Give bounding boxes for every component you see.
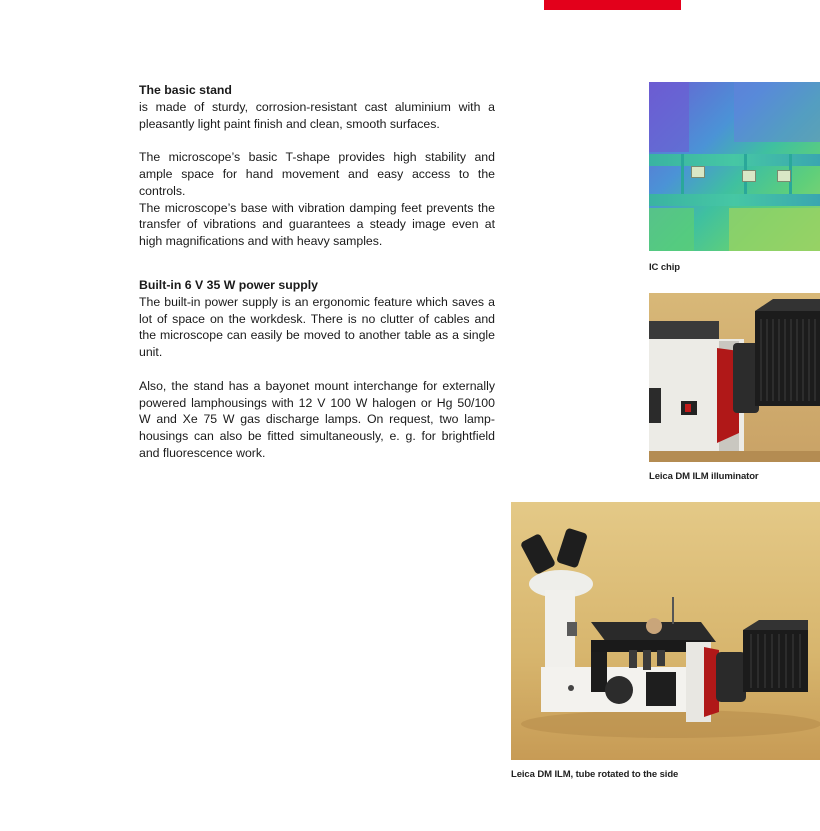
paragraph: is made of sturdy, corrosion-resistant cast aluminium with a pleasantly light paint finish and clean, smooth surfaces.	[139, 99, 495, 131]
ic-chip-photo	[649, 82, 820, 251]
header-accent-bar	[544, 0, 681, 10]
paragraph: The microscope’s basic T-shape provides high stability and ample space for hand movement and easy access to the controls.	[139, 150, 495, 198]
figure-caption: Leica DM ILM illuminator	[649, 471, 759, 482]
paragraph: The microscope’s base with vibration damping feet prevents the transfer of vibrations and guarantees a steady image even at high magnifications and with heavy samples.	[139, 200, 495, 249]
illuminator-photo	[649, 293, 820, 462]
microscope-photo	[511, 502, 820, 760]
figure-caption: IC chip	[649, 262, 680, 273]
paragraph: Also, the stand has a bayonet mount interchange for externally powered lamphousings with 12 V 100 W halogen or Hg 50/100 W and Xe 75 W gas discharge lamps. On request, two lamp-housings can also be fitted simultaneously, e. g. for brightfield and fluorescence work.	[139, 378, 495, 460]
section-heading-basic-stand: The basic stand	[139, 83, 232, 97]
section-heading-power-supply: Built-in 6 V 35 W power supply	[139, 277, 319, 292]
body-text	[139, 82, 495, 462]
figure-caption: Leica DM ILM, tube rotated to the side	[511, 769, 679, 780]
paragraph: The built-in power supply is an ergonomic feature which saves a lot of space on the workdesk. There is no clutter of cables and the microscope can easily be moved to another table as a single unit.	[139, 294, 495, 360]
